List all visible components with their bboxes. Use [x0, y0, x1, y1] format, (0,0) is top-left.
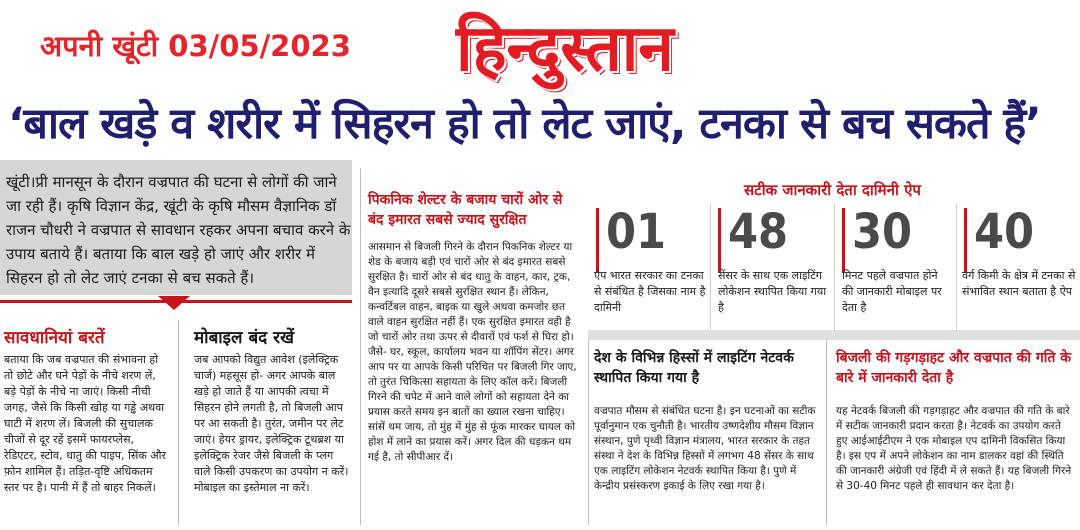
stat-bar	[596, 208, 599, 272]
thunder-heading: बिजली की गड़गड़ाहट और वज्रपात की गति के बारे में जानकारी देता है	[836, 350, 1071, 386]
picnic-heading: पिकनिक शेल्टर के बजाय चारों ओर से बंद इमारत सबसे ज्याद सुरक्षित	[368, 192, 563, 228]
stat-label: ऐप भारत सरकार का टनका से संबंधित है जिसका नाम है दामिनी	[594, 269, 706, 314]
stat-divider	[834, 204, 835, 330]
mobile-heading: मोबाइल बंद रखें	[194, 328, 294, 348]
network-heading: देश के विभिन्न हिस्सों में लाइटिंग नेटवर्क स्थापित किया गया है	[594, 350, 794, 386]
newspaper-masthead: हिन्दुस्तान	[456, 12, 674, 86]
network-body: वज्रपात मौसम से संबंधित घटना है। इन घटनाओं का सटीक पूर्वानुमान एक चुनौती है। भारतीय उष्णदेशीय मौसम विज्ञान संस्थान, पुणे पृथ्वी विज्ञान मंत्रालय, भारत सरकार के तहत संस्था ने देश के विभिन्न हिस्सों में लगभग 48 सेंसर के साथ एक लाइटिंग लोकेशन नेटवर्क स्थापित किया है। पुणे में केन्द्रीय प्रसंस्करण इकाई के लिए रखा गया है।	[594, 405, 816, 492]
picnic-body: आसमान से बिजली गिरने के दौरान पिकनिक शेल्टर या शेड के बजाय बड़ी एवं चारों ओर से बंद इमारत सबसे सुरक्षित है। चारों ओर से बंद धातु के वाहन, कार, ट्रक, वैन इत्यादि दूसरे सबसे सुरक्षित स्थान हैं। लेकिन, कन्वर्टिबल वाहन, बाइक या खुले अथवा कमजोर छत वाले वाहन सुरक्षित नहीं हैं। एक सुरक्षित इमारत वही है जो चारों ओर तथा ऊपर से दीवारों एवं फर्श से घिरा हो। जैसे- घर, स्कूल, कार्यालय भवन या शॉपिंग सेंटर। अगर आप पर या आपके किसी परिचित पर बिजली गिर जाए, तो तुरंत चिकित्सा सहायता के लिए कॉल करें। बिजली गिरने की चपेट में आने वाले लोगों को सहायता देने का प्रयास करते समय इन बातों का ख्याल रखना चाहिए। सांसें थम जाय, तो मुंह में मुंह से फूंक मारकर घायल को होश में लाने का प्रयास करें। अगर दिल की धड़कन थम गई है, तो सीपीआर दें।	[368, 241, 577, 463]
down-arrow-icon	[158, 296, 190, 310]
edition-date: अपनी खूंटी 03/05/2023	[40, 29, 351, 63]
precautions-heading: सावधानियां बरतें	[4, 328, 105, 348]
stat-divider	[956, 204, 957, 330]
stat-bar	[964, 208, 967, 272]
stat-divider	[710, 204, 711, 330]
main-headline: ‘बाल खड़े व शरीर में सिहरन हो तो लेट जाएं, टनका से बच सकते हैं’	[8, 99, 1041, 149]
precautions-body: बताया कि जब वज्रपात की संभावना हो तो छोटे और घने पेड़ों के नीचे शरण लें, बड़े पेड़ों के नीचे ना जाएं। किसी नीची जगह, जैसे कि किसी खोह या गड्ढे अथवा घाटी में शरण लें। बिजली की सुचालक चीजों से दूर रहें इसमें फायरप्लेस, रेडिएटर, स्टोव, धातु की पाइप, सिंक और फ़ोन शामिल हैं। तड़ित-वृष्टि अधिकतम स्तर पर है। पानी में हैं तो बाहर निकलें।	[4, 353, 167, 494]
column-divider	[826, 340, 827, 525]
column-divider	[588, 340, 589, 525]
column-divider	[360, 168, 361, 525]
mobile-body: जब आपको विद्युत आवेश (इलेक्ट्रिक चार्ज) महसूस हो- अगर आपके बाल खड़े हो जाते हैं या आपकी त्वचा में सिहरन होने लगती है, तो बिजली आप पर आ सकती है। तुरंत, जमीन पर लेट जाएं। हेयर ड्रायर, इलेक्ट्रिक टूथब्रश या इलेक्ट्रिक रेजर जैसे बिजली के प्लग वाले किसी उपकरण का उपयोग न करें। मोबाइल का इस्तेमाल ना करें।	[194, 353, 349, 494]
stat-label: सेंसर के साथ एक लाइटिंग लोकेशन स्थापित किया गया है	[718, 269, 827, 314]
stat-label: मिनट पहले वज्रपात होने की जानकारी मोबाइल पर देता है	[842, 269, 942, 314]
column-divider	[178, 320, 179, 525]
stat-number: 48	[728, 204, 789, 260]
stat-number: 30	[852, 204, 913, 260]
stat-number: 01	[606, 204, 667, 260]
stat-bar	[842, 208, 845, 272]
thunder-body: यह नेटवर्क बिजली की गड़गड़ाहट और वज्रपात की गति के बारे में सटीक जानकारी प्रदान करता है। नेटवर्क का उपयोग करते हुए आईआईटीएम ने एक मोबाइल एप दामिनी विकसित किया है। इस एप में अपने लोकेशन का नाम डालकर वहां की स्थिति की जानकारी अंग्रेजी एवं हिंदी में ले सकते हैं। यह बिजली गिरने से 30-40 मिनट पहले ही सावधान कर देता है।	[836, 405, 1072, 492]
intro-paragraph: खूंटी।प्री मानसून के दौरान वज्रपात की घटना से लोगों की जाने जा रही हैं। कृषि विज्ञान केंद्र, खूंटी के कृषि मौसम वैज्ञानिक डॉ राजन चौधरी ने वज्रपात से सावधान रहकर अपना बचाव करने के उपाय बताये हैं। बताया कि बाल खड़े हो जाएं और शरीर में सिहरन हो तो लेट जाएं टनका से बच सकते हैं।	[6, 173, 351, 287]
stat-bar	[718, 208, 721, 272]
stats-heading: सटीक जानकारी देता दामिनी ऐप	[744, 181, 921, 199]
stat-number: 40	[974, 204, 1035, 260]
section-band	[588, 330, 1080, 340]
stat-label: वर्ग किमी के क्षेत्र में टनका से संभावित स्थान बताता है ऐप	[962, 269, 1076, 298]
